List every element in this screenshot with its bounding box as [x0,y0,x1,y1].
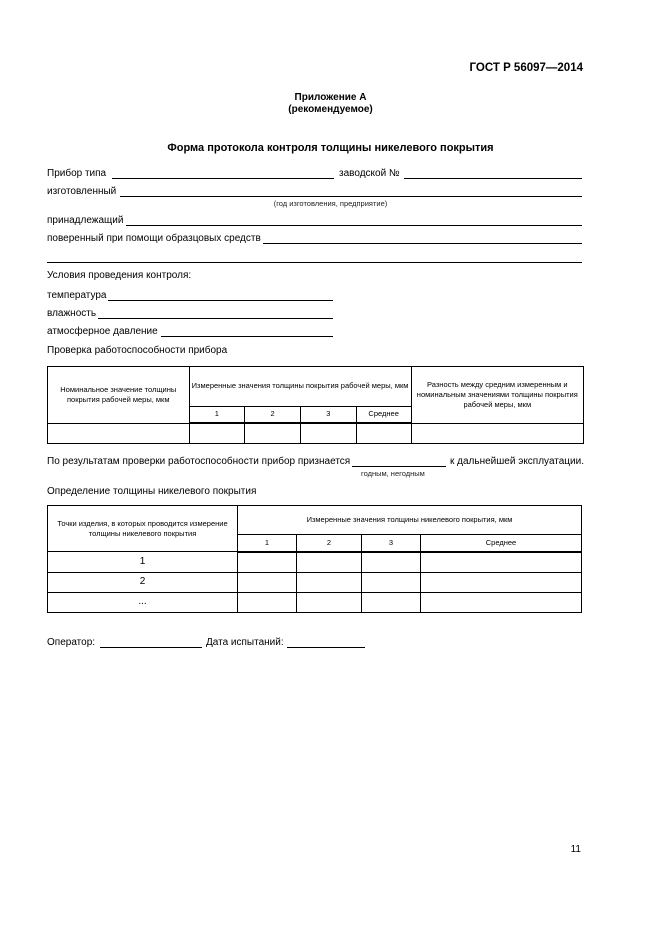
form-title: Форма протокола контроля толщины никелевого покрытия [167,142,494,154]
sub-col-2: 2 [245,406,301,423]
point-label: 2 [48,572,238,592]
col-nominal-header: Номинальное значение толщины покрытия рабочей меры, мкм [48,367,190,424]
table-row [48,592,582,612]
cell-nominal[interactable] [48,423,190,443]
cell-diff[interactable] [411,423,583,443]
serial-label: заводской № [339,168,400,179]
cell-average[interactable] [421,592,582,612]
sub-col-average: Среднее [356,406,411,423]
cell-m1[interactable] [238,592,297,612]
cell-m3[interactable] [362,572,421,592]
date-field[interactable] [287,647,365,648]
result-hint: годным, негодным [361,469,425,478]
appendix-title: Приложение А [294,92,367,103]
cell-m1[interactable] [238,572,297,592]
cell-average[interactable] [356,423,411,443]
device-type-label: Прибор типа [47,168,107,179]
device-type-field[interactable] [112,178,334,179]
sub-col-3: 3 [300,406,356,423]
result-suffix: к дальнейшей эксплуатации. [450,456,584,467]
col-measured-header: Измеренные значения толщины никелевого покрытия, мкм [238,506,582,535]
verified-label: поверенный при помощи образцовых средств [47,233,261,244]
sub-col-1: 1 [238,535,297,552]
result-field[interactable] [352,466,446,467]
result-prefix: По результатам проверки работоспособности прибор признается [47,456,351,467]
col-diff-header: Разность между средним измеренным и номинальным значениями толщины покрытия рабочей меры, мкм [411,367,583,424]
standard-number: ГОСТ Р 56097—2014 [469,62,583,74]
cell-m3[interactable] [300,423,356,443]
conditions-label: Условия проведения контроля: [47,270,192,281]
humidity-field[interactable] [98,318,333,319]
sub-col-3: 3 [362,535,421,552]
operator-field[interactable] [100,647,202,648]
col-points-header: Точки изделия, в которых проводится измерение толщины никелевого покрытия [48,506,238,552]
col-measured-header: Измеренные значения толщины покрытия рабочей меры, мкм [189,367,411,407]
table-row [48,572,582,592]
pressure-field[interactable] [161,336,333,337]
serial-field[interactable] [404,178,582,179]
appendix-subtitle: (рекомендуемое) [288,104,373,115]
humidity-label: влажность [47,308,97,319]
table-row [48,552,582,572]
cell-m3[interactable] [362,552,421,572]
manufactured-label: изготовленный [47,186,117,197]
cell-m2[interactable] [297,572,362,592]
operator-label: Оператор: [47,637,96,648]
check-label: Проверка работоспособности прибора [47,345,228,356]
verified-field-continuation[interactable] [47,262,582,263]
manufactured-field[interactable] [120,196,582,197]
sub-col-average: Среднее [421,535,582,552]
temperature-field[interactable] [108,300,333,301]
check-table [47,366,584,444]
owner-field[interactable] [126,225,582,226]
pressure-label: атмосферное давление [47,326,158,337]
page-number: 11 [570,844,581,855]
cell-m2[interactable] [297,592,362,612]
table-row [48,423,584,443]
owner-label: принадлежащий [47,215,124,226]
cell-m1[interactable] [189,423,245,443]
sub-col-1: 1 [189,406,245,423]
cell-m2[interactable] [297,552,362,572]
cell-m3[interactable] [362,592,421,612]
verified-field[interactable] [263,243,582,244]
cell-average[interactable] [421,572,582,592]
point-label: ... [48,592,238,612]
definition-label: Определение толщины никелевого покрытия [47,486,257,497]
date-label: Дата испытаний: [206,637,284,648]
cell-average[interactable] [421,552,582,572]
cell-m1[interactable] [238,552,297,572]
manufactured-hint: (год изготовления, предприятие) [273,199,388,208]
cell-m2[interactable] [245,423,301,443]
point-label: 1 [48,552,238,572]
sub-col-2: 2 [297,535,362,552]
temperature-label: температура [47,290,107,301]
thickness-table [47,505,582,613]
